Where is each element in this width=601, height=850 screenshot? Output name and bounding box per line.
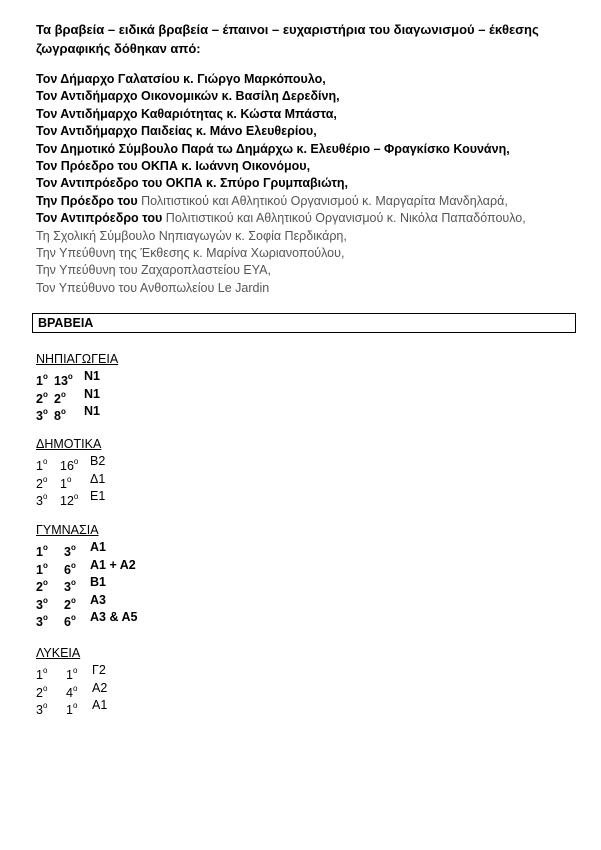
award-row (36, 403, 236, 421)
award-place-value: 2 (36, 685, 43, 700)
section-gymnasia (36, 522, 236, 627)
award-class-value: Ν1 (84, 404, 100, 418)
ordinal-suffix: ο (42, 389, 48, 399)
ordinal-suffix: ο (70, 578, 76, 587)
award-school-value: 16 (60, 459, 74, 473)
section-heading: ΛΥΚΕΙΑ (36, 646, 81, 660)
award-class-value: Α1 (90, 540, 106, 554)
award-place-value: 3 (36, 597, 43, 612)
thanks-item-title: Τον Αντιδήμαρχο Παιδείας κ. Μάνο Ελευθερίου, (36, 124, 317, 139)
award-school-value: 13 (54, 374, 68, 388)
award-class (84, 368, 100, 386)
award-class-value: Β2 (90, 454, 106, 468)
thanks-item-title: Τον Αντιπρόεδρο του ΟΚΠΑ κ. Σπύρο Γρυμπαβιώτη, (36, 176, 349, 191)
award-school (66, 697, 77, 720)
award-school-value: 1 (60, 476, 67, 491)
thanks-list (36, 71, 586, 297)
award-place (36, 697, 47, 720)
award-place (36, 403, 48, 426)
thanks-item (36, 106, 586, 123)
award-class (90, 592, 106, 610)
ordinal-suffix: ο (42, 492, 48, 501)
award-school-value: 1 (66, 703, 73, 717)
awards-banner (32, 313, 576, 333)
section-nipiagogeia (36, 351, 236, 421)
ordinal-suffix: ο (42, 457, 48, 466)
ordinal-suffix: ο (42, 372, 48, 381)
thanks-item-title: Τον Δημοτικό Σύμβουλο Παρά τω Δημάρχω κ. Ελευθέριο – Φραγκίσκο Κουνάνη, (36, 141, 510, 156)
ordinal-suffix: ο (70, 543, 76, 552)
section-heading: ΔΗΜΟΤΙΚΑ (36, 437, 102, 451)
award-row (36, 592, 236, 610)
thanks-item (36, 175, 586, 192)
thanks-item-title: Τον Αντιδήμαρχο Οικονομικών κ. Βασίλη Δερεδίνη, (36, 89, 340, 104)
award-place-value: 3 (36, 615, 43, 629)
thanks-item-title: Την Πρόεδρο του (36, 193, 138, 208)
award-row (36, 471, 236, 489)
section-heading: ΓΥΜΝΑΣΙΑ (36, 523, 99, 537)
award-row (36, 680, 236, 698)
award-place-value: 2 (36, 580, 43, 594)
award-place-value: 1 (36, 562, 43, 577)
thanks-item (36, 193, 586, 210)
award-class-value: Γ2 (92, 663, 106, 677)
ordinal-suffix: ο (42, 666, 48, 675)
ordinal-suffix: ο (42, 474, 48, 484)
award-class-value: Α3 & Α5 (90, 610, 138, 624)
ordinal-suffix: ο (70, 613, 76, 622)
thanks-item (36, 123, 586, 140)
ordinal-suffix: ο (72, 683, 78, 693)
award-row (36, 453, 236, 471)
ordinal-suffix: ο (42, 701, 48, 710)
award-class (92, 697, 107, 715)
award-row (36, 662, 236, 680)
award-class-value: Α2 (92, 680, 108, 695)
ordinal-suffix: ο (42, 543, 48, 552)
award-class-value: Α1 (92, 698, 108, 712)
ordinal-suffix: ο (73, 492, 79, 501)
award-place-value: 3 (36, 494, 43, 508)
section-dimotika (36, 436, 236, 506)
thanks-item (36, 71, 586, 88)
award-place-value: 1 (36, 545, 43, 559)
award-class (84, 403, 100, 421)
thanks-item (36, 158, 586, 175)
award-class (90, 488, 105, 506)
award-school-value: 12 (60, 494, 74, 508)
section-lykeia (36, 645, 236, 715)
award-row (36, 539, 236, 557)
award-place-value: 2 (36, 476, 43, 491)
award-class (90, 609, 137, 627)
ordinal-suffix: ο (42, 578, 48, 587)
award-class-value: Ν1 (84, 386, 100, 401)
award-class-value: Ν1 (84, 369, 100, 383)
award-row (36, 368, 236, 386)
award-row (36, 386, 236, 404)
award-place-value: 2 (36, 391, 43, 406)
ordinal-suffix: ο (67, 372, 73, 381)
award-school-value: 1 (66, 668, 73, 682)
award-row (36, 697, 236, 715)
award-class (90, 574, 106, 592)
ordinal-suffix: ο (60, 407, 66, 416)
thanks-item-detail: Πολιτιστικού και Αθλητικού Οργανισμού κ. Μαργαρίτα Μανδηλαρά, (137, 193, 508, 208)
ordinal-suffix: ο (70, 595, 76, 605)
awards-banner-label: ΒΡΑΒΕΙΑ (38, 316, 94, 330)
award-class-value: Α3 (90, 592, 106, 607)
award-school (64, 609, 76, 632)
award-school-value: 4 (66, 685, 73, 700)
award-school-value: 3 (64, 580, 71, 594)
award-school-value: 2 (54, 391, 61, 406)
award-class-value: Δ1 (90, 471, 106, 486)
thanks-item-detail: Την Υπεύθυνη του Ζαχαροπλαστείου ΕΥΑ, (36, 263, 271, 278)
award-place-value: 1 (36, 668, 43, 682)
ordinal-suffix: ο (42, 613, 48, 622)
intro-paragraph (36, 20, 556, 58)
award-row (36, 574, 236, 592)
thanks-item (36, 280, 586, 297)
intro-line-1: Τα βραβεία – ειδικά βραβεία – έπαινοι – ευχαριστήρια του διαγωνισμού – έκθεσης (36, 22, 539, 37)
ordinal-suffix: ο (42, 683, 48, 693)
thanks-item (36, 245, 586, 262)
ordinal-suffix: ο (66, 474, 72, 484)
award-place-value: 1 (36, 459, 43, 473)
award-place-value: 3 (36, 409, 43, 423)
award-class-value: Β1 (90, 575, 106, 589)
award-school (54, 403, 66, 426)
section-heading: ΝΗΠΙΑΓΩΓΕΙΑ (36, 352, 119, 366)
thanks-item (36, 88, 586, 105)
award-class-value: Ε1 (90, 489, 106, 503)
award-school-value: 3 (64, 545, 71, 559)
thanks-item-detail: Τον Υπεύθυνο του Ανθοπωλείου Le Jardin (36, 280, 270, 295)
award-school-value: 6 (64, 562, 71, 577)
ordinal-suffix: ο (60, 389, 66, 399)
award-row (36, 488, 236, 506)
award-row (36, 609, 236, 627)
award-place-value: 1 (36, 374, 43, 388)
thanks-item (36, 228, 586, 245)
award-class (90, 453, 105, 471)
award-school-value: 6 (64, 615, 71, 629)
award-place-value: 3 (36, 703, 43, 717)
thanks-item-title: Τον Αντιδήμαρχο Καθαριότητας κ. Κώστα Μπάστα, (36, 106, 337, 121)
ordinal-suffix: ο (70, 560, 76, 570)
award-class (90, 471, 105, 489)
thanks-item-detail: Πολιτιστικού και Αθλητικού Οργανισμού κ. Νικόλα Παπαδόπουλο, (162, 211, 526, 226)
award-place (36, 488, 47, 511)
award-class (84, 386, 100, 404)
intro-line-2: ζωγραφικής δόθηκαν από: (36, 41, 201, 56)
thanks-item-title: Τον Αντιπρόεδρο του (36, 211, 163, 226)
ordinal-suffix: ο (73, 457, 79, 466)
ordinal-suffix: ο (72, 701, 78, 710)
award-class (92, 680, 107, 698)
thanks-item-title: Τον Πρόεδρο του ΟΚΠΑ κ. Ιωάννη Οικονόμου, (36, 159, 311, 174)
ordinal-suffix: ο (72, 666, 78, 675)
award-school-value: 8 (54, 409, 61, 423)
ordinal-suffix: ο (42, 407, 48, 416)
award-class (92, 662, 106, 680)
thanks-item (36, 262, 586, 279)
award-class (90, 557, 136, 575)
award-class-value: Α1 + Α2 (90, 557, 136, 572)
thanks-item-title: Τον Δήμαρχο Γαλατσίου κ. Γιώργο Μαρκόπουλο, (36, 72, 326, 86)
thanks-item-detail: Τη Σχολική Σύμβουλο Νηπιαγωγών κ. Σοφία Περδικάρη, (36, 228, 347, 243)
award-place (36, 609, 48, 632)
ordinal-suffix: ο (42, 595, 48, 605)
award-row (36, 557, 236, 575)
thanks-item (36, 141, 586, 158)
award-school (60, 488, 78, 511)
thanks-item (36, 210, 586, 227)
award-class (90, 539, 106, 557)
thanks-item-detail: Την Υπεύθυνη της Έκθεσης κ. Μαρίνα Χωριανοπούλου, (36, 246, 345, 261)
award-school-value: 2 (64, 597, 71, 612)
ordinal-suffix: ο (42, 560, 48, 570)
